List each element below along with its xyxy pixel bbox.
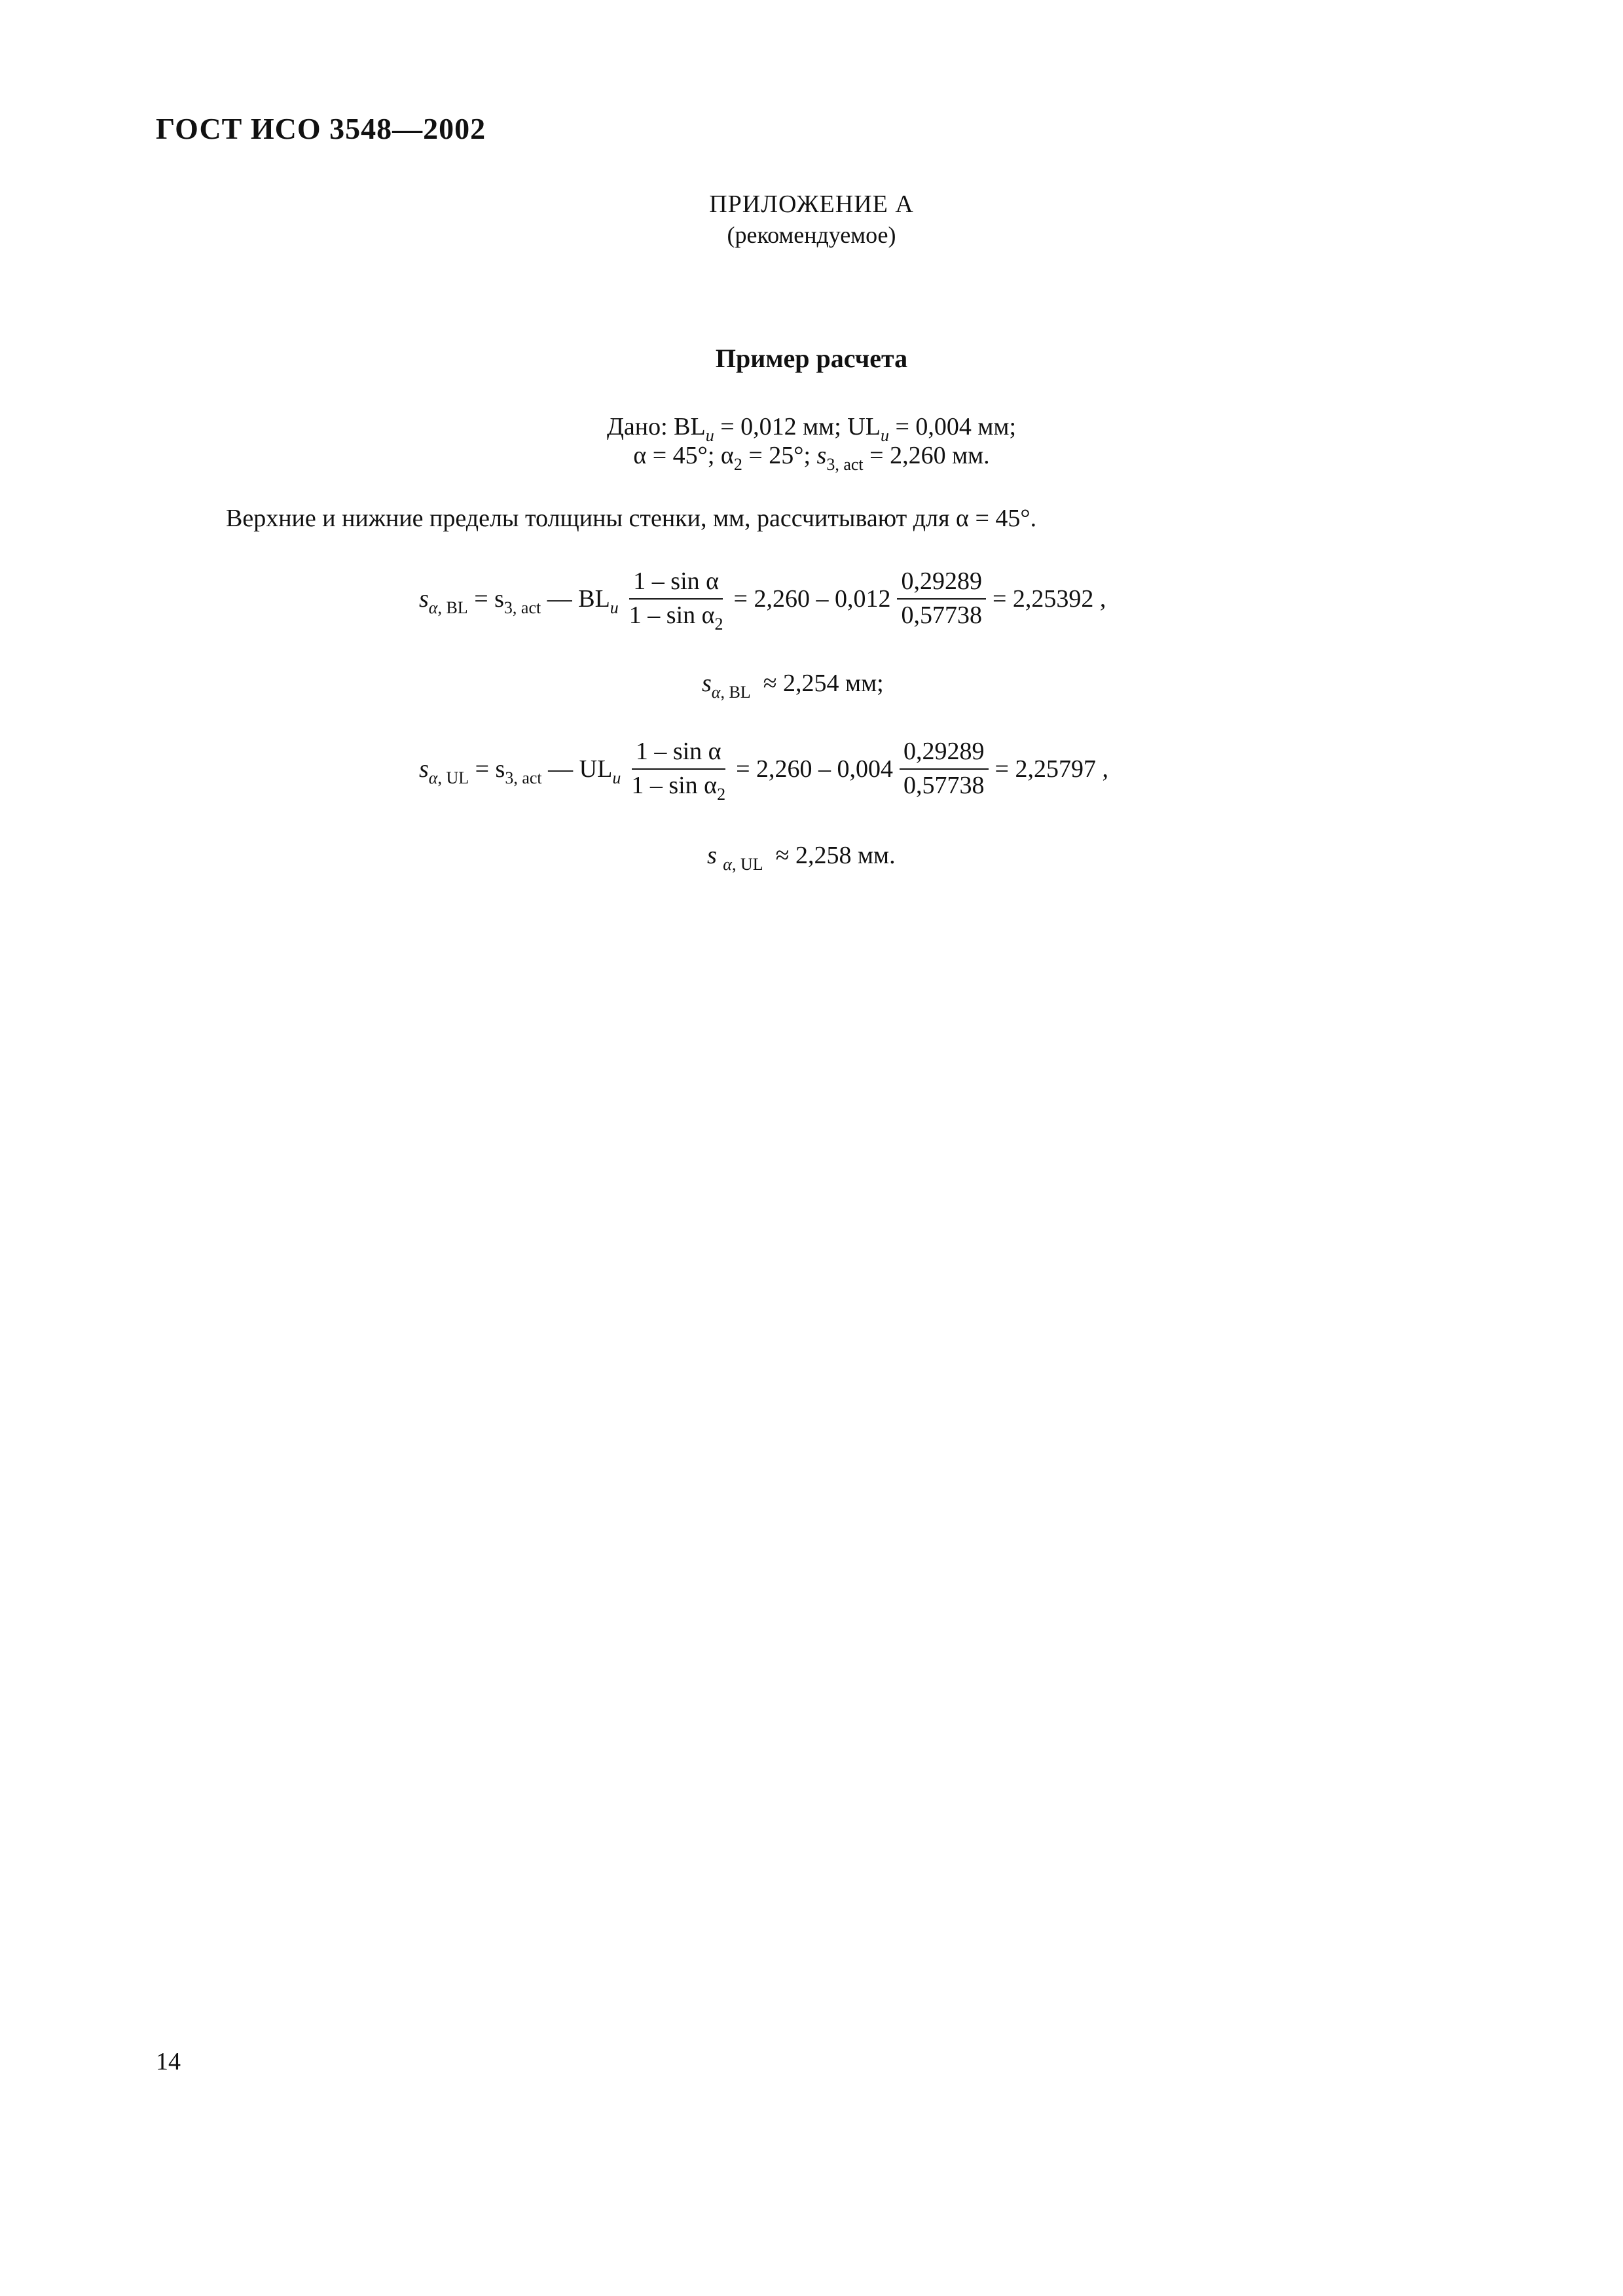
- formula-bl-fraction-2: [897, 568, 986, 630]
- formula-ul-result: = 2,25797 ,: [994, 755, 1108, 783]
- formula-bl-approx-value: ≈ 2,254 мм;: [763, 670, 884, 697]
- fraction-numerator: 1 – sin α: [629, 568, 723, 600]
- formula-ul: [419, 738, 1108, 804]
- formula-bl-lhs: $s_{\alpha, BL} = s_{3, act}$ — $BL_u$: [419, 584, 619, 617]
- formula-ul-approx: s $_{\alpha, UL}$ ≈ 2,258 мм.: [707, 842, 896, 874]
- formula-bl-result: = 2,25392 ,: [992, 584, 1106, 613]
- formula-ul-lhs: $s_{\alpha, UL} = s_{3, act}$ — $UL_u$: [419, 755, 621, 787]
- formula-ul-fraction-2: [900, 738, 989, 800]
- annex-subtitle: (рекомендуемое): [727, 222, 896, 248]
- example-title: Пример расчета: [715, 344, 908, 373]
- annex-title: ПРИЛОЖЕНИЕ А: [709, 190, 914, 218]
- fraction-numerator: 0,29289: [900, 738, 989, 770]
- fraction-denominator: $1 - \sin \alpha_2$: [629, 601, 723, 634]
- formula-bl-approx: $s_{\alpha, BL} \approx 2,254$ мм;: [702, 670, 884, 702]
- formula-bl-mid: = 2,260 – 0,012: [733, 584, 891, 613]
- formula-ul-fraction-1: [627, 738, 729, 804]
- formula-bl-fraction-1: [625, 567, 727, 634]
- document-code: ГОСТ ИСО 3548—2002: [156, 112, 486, 145]
- formula-ul-approx-value: ≈ 2,258 мм.: [775, 842, 896, 869]
- fraction-denominator: $1 - \sin \alpha_2$: [631, 771, 726, 804]
- page-number: 14: [156, 2048, 181, 2075]
- fraction-numerator: 0,29289: [897, 568, 986, 600]
- given-line-2: α = 45°; $\alpha_2 = 25^\circ$; $s_{3, act} = 2,260$ мм.: [633, 442, 990, 474]
- formula-bl: [419, 567, 1106, 634]
- formula-ul-mid: = 2,260 – 0,004: [736, 755, 894, 783]
- fraction-denominator: 0,57738: [903, 771, 985, 799]
- fraction-denominator: 0,57738: [901, 601, 982, 629]
- fraction-numerator: 1 – sin α: [632, 738, 725, 770]
- intro-paragraph: Верхние и нижние пределы толщины стенки, мм, рассчитывают для α = 45°.: [226, 505, 1037, 532]
- given-line-1: Дано: $BL_u = 0,012$ мм; $UL_u = 0,004$ мм;: [606, 413, 1017, 445]
